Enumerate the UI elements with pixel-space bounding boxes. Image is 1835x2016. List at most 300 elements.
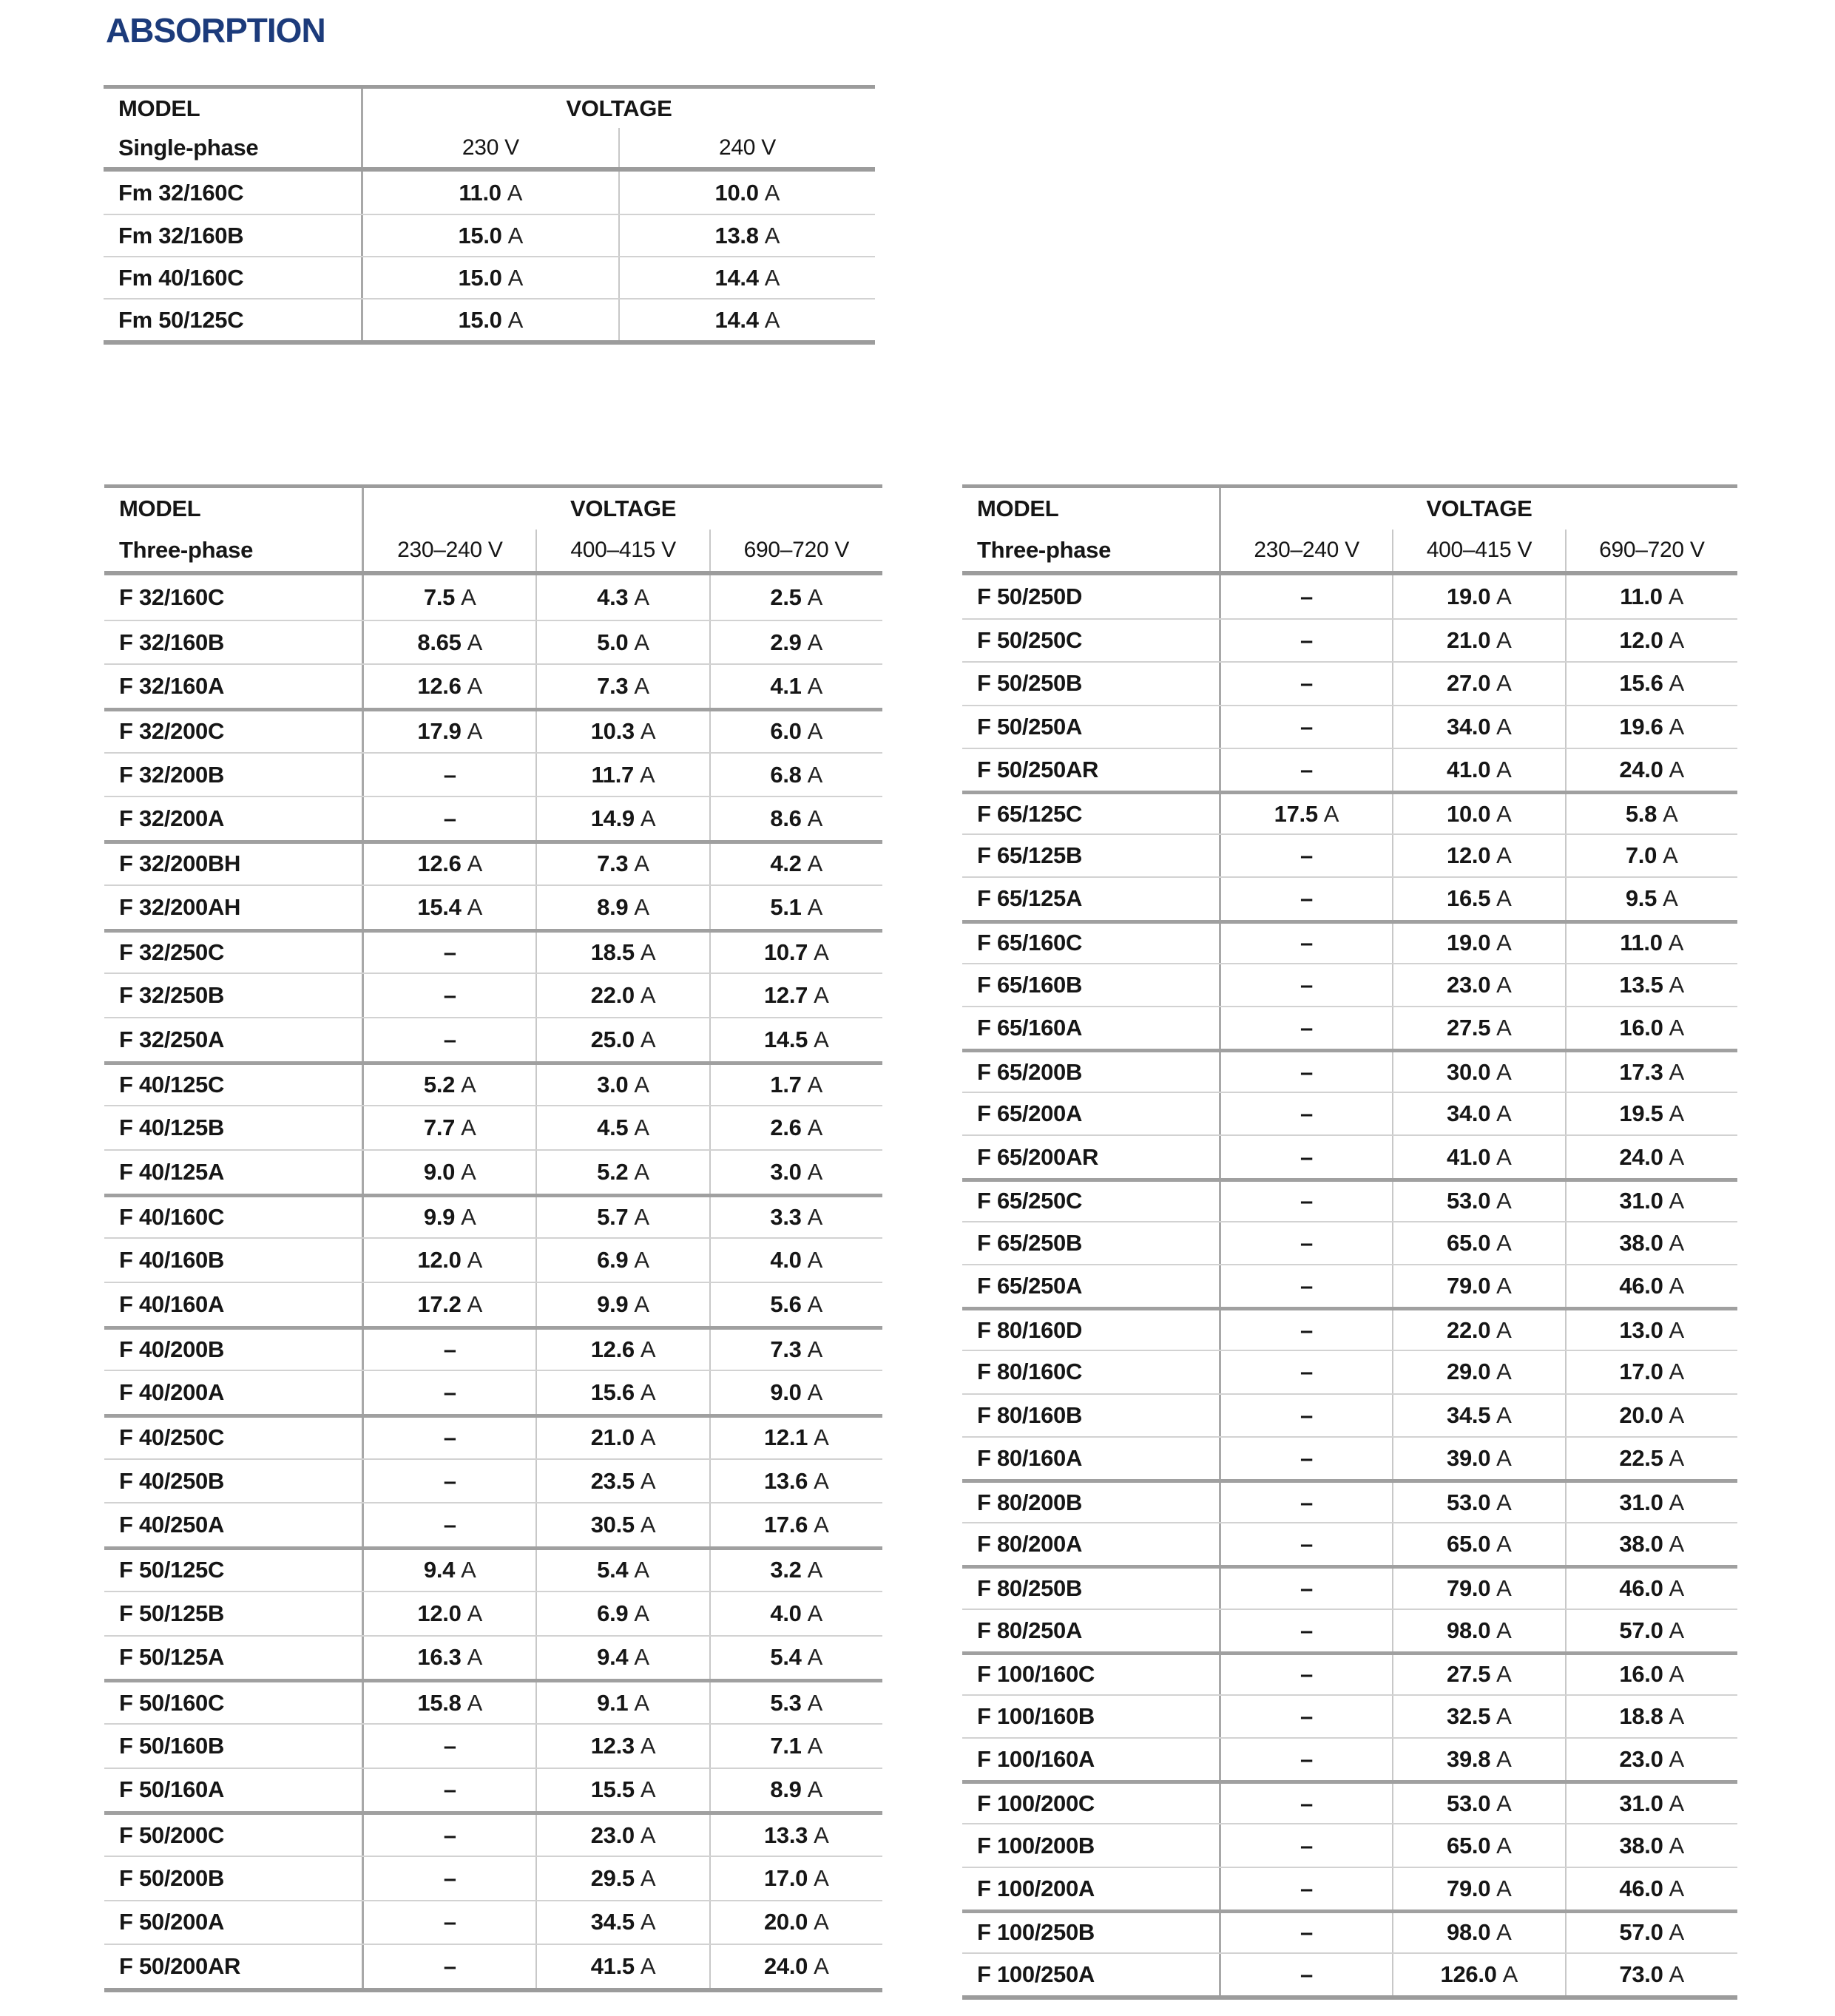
model-cell: Fm 32/160C [118, 179, 244, 206]
current-value: 17.5 [1274, 800, 1318, 827]
unit-label: A [1669, 1143, 1685, 1170]
current-value: 19.6 [1619, 713, 1663, 740]
unit-label: A [1496, 1014, 1512, 1041]
missing-value-dash: – [443, 1909, 456, 1935]
missing-value-dash: – [1300, 842, 1314, 869]
unit-label: A [1669, 1489, 1685, 1515]
model-cell: F 40/250B [119, 1467, 225, 1494]
model-cell: F 50/125A [119, 1644, 225, 1671]
model-cell: F 32/200AH [119, 893, 241, 920]
unit-label: A [461, 1114, 476, 1141]
unit-label: A [1323, 800, 1339, 827]
model-cell: F 100/250A [977, 1961, 1095, 1988]
current-value: 23.0 [1447, 971, 1491, 998]
value-cell [1392, 878, 1564, 919]
voltage-header-label: VOLTAGE [1426, 495, 1532, 521]
missing-value-dash: – [1300, 930, 1314, 956]
value-cell [362, 1106, 535, 1149]
current-value: 41.0 [1447, 756, 1491, 782]
missing-value-dash: – [1300, 1100, 1314, 1127]
value-cell [709, 1901, 882, 1944]
missing-value-dash: – [1300, 1875, 1314, 1901]
value-cell [535, 621, 709, 664]
table-row [104, 840, 882, 884]
unit-label: A [634, 1644, 650, 1671]
unit-label: A [807, 1291, 823, 1317]
value-cell [362, 1637, 535, 1680]
unit-label: A [634, 850, 650, 877]
unit-label: A [1663, 800, 1678, 827]
unit-label: A [1496, 1316, 1512, 1343]
current-value: 11.7 [591, 761, 634, 788]
unit-label: A [1496, 1790, 1512, 1816]
model-cell: F 80/200A [977, 1531, 1083, 1557]
value-cell [709, 1857, 882, 1900]
value-cell [1392, 1523, 1564, 1565]
current-value: 20.0 [1619, 1401, 1663, 1428]
unit-label: A [640, 1909, 656, 1935]
unit-label: A [1496, 930, 1512, 956]
unit-label: A [467, 673, 483, 700]
current-value: 24.0 [1619, 1143, 1663, 1170]
value-cell [1392, 1483, 1564, 1522]
voltage-header-label: VOLTAGE [566, 95, 672, 121]
table-row [962, 1823, 1737, 1866]
current-value: 12.1 [763, 1424, 808, 1451]
current-value: 38.0 [1619, 1229, 1663, 1256]
model-cell: F 65/250C [977, 1188, 1083, 1214]
value-cell [362, 886, 535, 929]
unit-label: A [507, 179, 523, 206]
table-row [962, 1307, 1737, 1350]
current-value: 30.5 [590, 1512, 635, 1538]
unit-label: A [467, 718, 483, 745]
value-cell [1219, 1913, 1392, 1952]
model-cell: F 80/200B [977, 1489, 1083, 1515]
value-cell [1565, 1655, 1737, 1694]
missing-value-dash: – [443, 1864, 456, 1891]
unit-label: A [640, 1732, 656, 1759]
current-value: 2.5 [770, 584, 802, 610]
value-cell [1565, 663, 1737, 704]
unit-label: A [507, 306, 524, 333]
voltage-column-label: 400–415 V [1392, 530, 1564, 571]
table-row [962, 1565, 1737, 1608]
value-cell [618, 172, 875, 214]
current-value: 8.9 [770, 1776, 802, 1803]
unit-label: A [807, 1644, 823, 1671]
voltage-column-label: 690–720 V [709, 530, 882, 571]
value-cell [1219, 1222, 1392, 1264]
value-cell [535, 1592, 709, 1635]
unit-label: A [814, 1909, 829, 1935]
value-cell [709, 797, 882, 840]
current-value: 13.8 [714, 222, 759, 248]
current-value: 27.5 [1447, 1014, 1491, 1041]
value-cell [362, 1725, 535, 1768]
missing-value-dash: – [1300, 756, 1314, 782]
unit-label: A [1496, 800, 1512, 827]
unit-label: A [1496, 627, 1512, 654]
unit-label: A [814, 1512, 829, 1538]
table-header [104, 488, 882, 575]
current-value: 9.0 [423, 1158, 456, 1185]
unit-label: A [807, 584, 823, 610]
value-cell [1565, 1913, 1737, 1952]
table-row [104, 796, 882, 840]
current-value: 17.0 [763, 1864, 808, 1891]
unit-label: A [807, 1247, 823, 1273]
value-cell [1565, 878, 1737, 919]
model-cell: F 80/160A [977, 1444, 1083, 1471]
value-cell [709, 1197, 882, 1238]
unit-label: A [1496, 1489, 1512, 1515]
missing-value-dash: – [1300, 1444, 1314, 1471]
current-value: 13.3 [763, 1821, 808, 1848]
value-cell [1219, 794, 1392, 833]
unit-label: A [634, 629, 650, 655]
missing-value-dash: – [1300, 1661, 1314, 1688]
model-cell: F 50/125B [119, 1600, 225, 1626]
current-value: 16.5 [1447, 885, 1491, 912]
value-cell [709, 1283, 882, 1326]
unit-label: A [814, 1026, 829, 1052]
unit-label: A [1669, 971, 1685, 998]
table-row [962, 876, 1737, 919]
current-value: 10.3 [590, 718, 635, 745]
value-cell [535, 1065, 709, 1106]
current-value: 13.6 [763, 1467, 808, 1494]
unit-label: A [461, 584, 476, 610]
model-cell: F 50/200A [119, 1909, 225, 1935]
table-row [962, 661, 1737, 704]
unit-label: A [807, 850, 823, 877]
current-value: 46.0 [1619, 1574, 1663, 1601]
missing-value-dash: – [443, 1512, 456, 1538]
current-value: 27.0 [1447, 670, 1491, 697]
value-cell [1565, 794, 1737, 833]
current-value: 15.5 [590, 1776, 635, 1803]
current-value: 73.0 [1619, 1961, 1663, 1988]
value-cell [1392, 794, 1564, 833]
missing-value-dash: – [1300, 1790, 1314, 1816]
model-cell: F 100/160A [977, 1746, 1095, 1773]
missing-value-dash: – [443, 938, 456, 965]
current-value: 7.0 [1625, 842, 1657, 869]
unit-label: A [1669, 1188, 1685, 1214]
current-value: 57.0 [1619, 1617, 1663, 1643]
current-value: 5.4 [597, 1557, 629, 1583]
value-cell [362, 1371, 535, 1414]
unit-label: A [1496, 842, 1512, 869]
unit-label: A [1496, 1143, 1512, 1170]
current-value: 34.5 [1447, 1401, 1491, 1428]
current-value: 5.7 [597, 1203, 629, 1230]
unit-label: A [807, 1557, 823, 1583]
current-value: 21.0 [590, 1424, 635, 1451]
unit-label: A [639, 761, 655, 788]
unit-label: A [634, 1247, 650, 1273]
unit-label: A [1669, 1531, 1685, 1557]
current-value: 15.8 [417, 1689, 462, 1716]
model-cell: F 50/160C [119, 1689, 225, 1716]
value-cell [709, 1769, 882, 1812]
value-cell [1392, 663, 1564, 704]
unit-label: A [1496, 1746, 1512, 1773]
model-cell: Fm 40/160C [118, 264, 244, 291]
missing-value-dash: – [1300, 1574, 1314, 1601]
current-value: 7.5 [423, 584, 456, 610]
current-value: 11.0 [1620, 930, 1663, 956]
model-cell: F 50/200C [119, 1821, 225, 1848]
value-cell [1565, 1523, 1737, 1565]
phase-header-label: Single-phase [118, 134, 259, 160]
unit-label: A [1496, 1359, 1512, 1385]
current-value: 12.6 [417, 850, 462, 877]
value-cell [362, 1592, 535, 1635]
table-row [962, 1737, 1737, 1780]
current-value: 31.0 [1619, 1489, 1663, 1515]
value-cell [535, 1945, 709, 1988]
value-cell [709, 754, 882, 796]
model-cell: F 65/200A [977, 1100, 1083, 1127]
value-cell [362, 1239, 535, 1282]
value-cell [709, 844, 882, 884]
value-cell [1565, 1052, 1737, 1092]
value-cell [1392, 1696, 1564, 1737]
value-cell [709, 1065, 882, 1106]
value-cell [1219, 1351, 1392, 1393]
value-cell [1565, 1351, 1737, 1393]
unit-label: A [1502, 1961, 1518, 1988]
value-cell [1392, 1265, 1564, 1307]
unit-label: A [640, 1821, 656, 1848]
current-value: 8.9 [597, 893, 629, 920]
value-cell [1565, 620, 1737, 661]
value-cell [1392, 1093, 1564, 1134]
model-cell: F 50/250C [977, 627, 1083, 654]
missing-value-dash: – [1300, 1058, 1314, 1085]
unit-label: A [807, 718, 823, 745]
model-cell: F 100/160C [977, 1661, 1095, 1688]
missing-value-dash: – [443, 1467, 456, 1494]
value-cell [1565, 1954, 1737, 1995]
value-cell [1565, 1265, 1737, 1307]
value-cell [709, 1592, 882, 1635]
current-value: 65.0 [1447, 1832, 1491, 1858]
unit-label: A [634, 1557, 650, 1583]
value-cell [709, 575, 882, 620]
model-cell: F 40/160A [119, 1291, 225, 1317]
voltage-column-label: 230 V [462, 135, 519, 160]
current-value: 34.0 [1447, 1100, 1491, 1127]
unit-label: A [1669, 1401, 1685, 1428]
value-cell [1565, 1395, 1737, 1436]
unit-label: A [1669, 1574, 1685, 1601]
current-value: 27.5 [1447, 1661, 1491, 1688]
value-cell [1219, 749, 1392, 791]
current-value: 34.5 [590, 1909, 635, 1935]
unit-label: A [764, 179, 780, 206]
value-cell [1392, 1438, 1564, 1479]
value-cell [535, 886, 709, 929]
value-cell [1392, 835, 1564, 876]
value-cell [1392, 1954, 1564, 1995]
unit-label: A [814, 1864, 829, 1891]
current-value: 15.6 [1619, 670, 1663, 697]
unit-label: A [634, 1689, 650, 1716]
value-cell [535, 1725, 709, 1768]
value-cell [362, 711, 535, 752]
value-cell [1219, 663, 1392, 704]
table-row [104, 708, 882, 752]
value-cell [535, 974, 709, 1017]
model-cell: F 32/160A [119, 673, 225, 700]
value-cell [1219, 1868, 1392, 1910]
current-value: 20.0 [763, 1909, 808, 1935]
value-cell [1392, 1222, 1564, 1264]
unit-label: A [814, 1424, 829, 1451]
value-cell [1565, 706, 1737, 748]
unit-label: A [764, 306, 780, 333]
value-cell [362, 1769, 535, 1812]
value-cell [535, 1330, 709, 1370]
model-cell: F 80/160B [977, 1401, 1083, 1428]
value-cell [709, 1418, 882, 1458]
value-cell [1565, 1610, 1737, 1651]
value-cell [709, 933, 882, 973]
model-cell: F 50/250A [977, 713, 1083, 740]
current-value: 4.2 [770, 850, 802, 877]
current-value: 13.0 [1619, 1316, 1663, 1343]
value-cell [709, 665, 882, 708]
value-cell [709, 1815, 882, 1856]
unit-label: A [807, 629, 823, 655]
current-value: 5.2 [597, 1158, 629, 1185]
phase-header-label: Three-phase [119, 537, 254, 563]
missing-value-dash: – [1300, 971, 1314, 998]
model-cell: F 40/160B [119, 1247, 225, 1273]
unit-label: A [1669, 1832, 1685, 1858]
value-cell [362, 1283, 535, 1326]
current-value: 9.9 [597, 1291, 629, 1317]
model-cell: F 50/250D [977, 584, 1083, 610]
missing-value-dash: – [443, 1821, 456, 1848]
value-cell [709, 1460, 882, 1503]
missing-value-dash: – [1300, 1531, 1314, 1557]
current-value: 79.0 [1447, 1574, 1491, 1601]
current-value: 126.0 [1440, 1961, 1497, 1988]
model-cell: F 50/200B [119, 1864, 225, 1891]
unit-label: A [640, 1424, 656, 1451]
value-cell [1219, 1824, 1392, 1866]
table-row [104, 1326, 882, 1370]
value-cell [1392, 1569, 1564, 1608]
voltage-header-label: VOLTAGE [570, 495, 677, 521]
voltage-header-cell [362, 488, 882, 571]
current-value: 6.0 [770, 718, 802, 745]
unit-label: A [807, 673, 823, 700]
model-cell: F 50/200AR [119, 1953, 241, 1980]
model-cell: F 65/250B [977, 1229, 1083, 1256]
table-row [104, 575, 882, 620]
unit-label: A [1669, 1919, 1685, 1946]
current-value: 19.0 [1447, 930, 1491, 956]
value-cell [709, 1637, 882, 1680]
current-value: 9.4 [423, 1557, 456, 1583]
model-header-cell [962, 488, 1219, 571]
unit-label: A [1669, 1273, 1685, 1299]
value-cell [1392, 924, 1564, 963]
model-cell: F 50/160B [119, 1732, 225, 1759]
value-cell [1219, 1954, 1392, 1995]
value-cell [1565, 1222, 1737, 1264]
value-cell [361, 215, 618, 256]
current-value: 4.1 [770, 673, 802, 700]
unit-label: A [1496, 1875, 1512, 1901]
table-row [104, 973, 882, 1017]
current-value: 16.0 [1619, 1014, 1663, 1041]
current-value: 14.4 [714, 306, 759, 333]
value-cell [362, 1682, 535, 1723]
current-value: 3.0 [597, 1071, 629, 1097]
voltage-column-label: 230–240 V [397, 538, 503, 562]
current-value: 25.0 [590, 1026, 635, 1052]
table-body [104, 172, 875, 340]
table-row [104, 1149, 882, 1194]
table-row [104, 1061, 882, 1106]
current-value: 9.9 [423, 1203, 456, 1230]
value-cell [1565, 1310, 1737, 1350]
unit-label: A [1669, 1961, 1685, 1988]
missing-value-dash: – [443, 1424, 456, 1451]
value-cell [362, 1018, 535, 1061]
unit-label: A [467, 1644, 483, 1671]
model-cell: F 40/250C [119, 1424, 225, 1451]
unit-label: A [1669, 756, 1685, 782]
table-row [104, 1370, 882, 1414]
table-row [104, 1502, 882, 1546]
value-cell [709, 1550, 882, 1591]
unit-label: A [1669, 670, 1685, 697]
value-cell [1565, 835, 1737, 876]
unit-label: A [807, 761, 823, 788]
current-value: 17.3 [1619, 1058, 1663, 1085]
table-row [104, 1723, 882, 1768]
model-cell: F 65/125C [977, 800, 1083, 827]
current-value: 7.3 [597, 673, 629, 700]
model-cell: F 80/160D [977, 1316, 1083, 1343]
model-cell: F 100/200C [977, 1790, 1095, 1816]
value-cell [1392, 1136, 1564, 1177]
unit-label: A [1496, 1531, 1512, 1557]
value-cell [535, 844, 709, 884]
current-value: 29.5 [590, 1864, 635, 1891]
table-row [962, 1609, 1737, 1651]
current-value: 31.0 [1619, 1188, 1663, 1214]
value-cell [1392, 1395, 1564, 1436]
current-value: 12.6 [417, 673, 462, 700]
voltage-subheader-row [1221, 530, 1737, 571]
table-row [104, 1944, 882, 1988]
table-row [104, 1679, 882, 1723]
missing-value-dash: – [443, 1953, 456, 1980]
value-cell [1565, 1784, 1737, 1823]
missing-value-dash: – [1300, 670, 1314, 697]
unit-label: A [640, 1953, 656, 1980]
model-header-label: MODEL [118, 95, 200, 121]
unit-label: A [640, 982, 656, 1009]
